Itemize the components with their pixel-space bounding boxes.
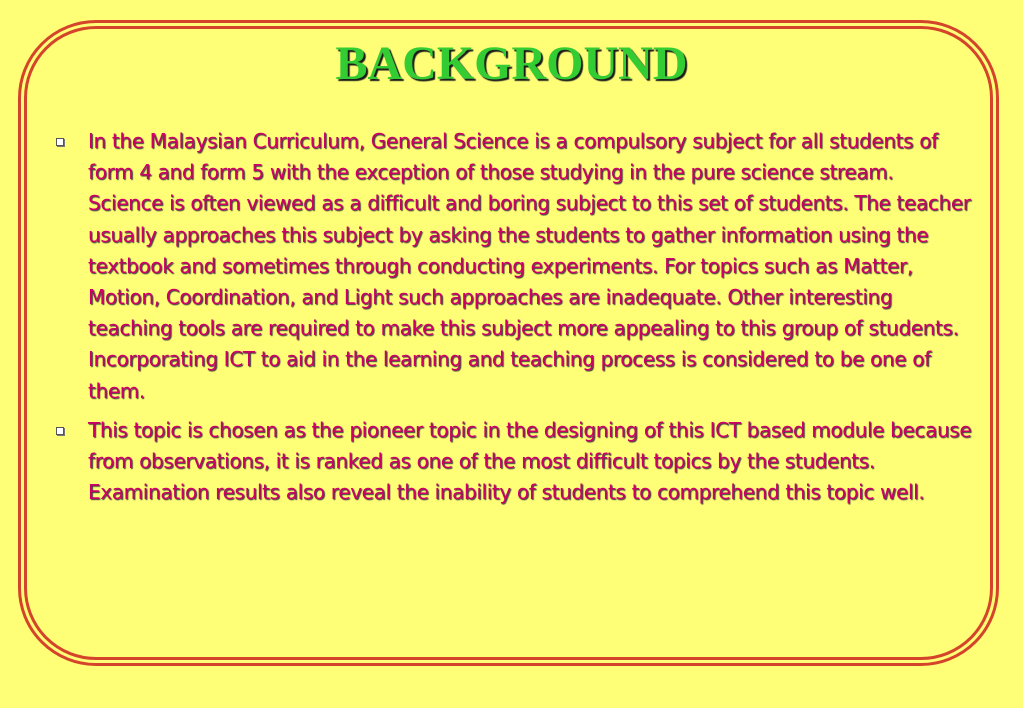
square-bullet-icon bbox=[56, 138, 64, 146]
slide-title: BACKGROUND bbox=[335, 37, 688, 90]
bullet-item bbox=[54, 126, 972, 407]
bullet-item bbox=[54, 415, 972, 509]
bullet-text: In the Malaysian Curriculum, General Science is a compulsory subject for all students of form 4 and form 5 with the exception of those studying in the pure science stream. Science is often viewed as a difficult and boring subject to this set of students. The teacher usually approaches this subject by asking the students to gather information using the textbook and sometimes through conducting experiments. For topics such as Matter, Motion, Coordination, and Light such approaches are inadequate. Other interesting teaching tools are required to make this subject more appealing to this group of students. Incorporating ICT to aid in the learning and teaching process is considered to be one of them. bbox=[88, 129, 971, 403]
square-bullet-icon bbox=[56, 427, 64, 435]
bullet-text: This topic is chosen as the pioneer topic in the designing of this ICT based module because from observations, it is ranked as one of the most difficult topics by the students. Examination results also reveal the inability of students to comprehend this topic well. bbox=[88, 417, 972, 505]
bullet-list bbox=[54, 126, 972, 516]
